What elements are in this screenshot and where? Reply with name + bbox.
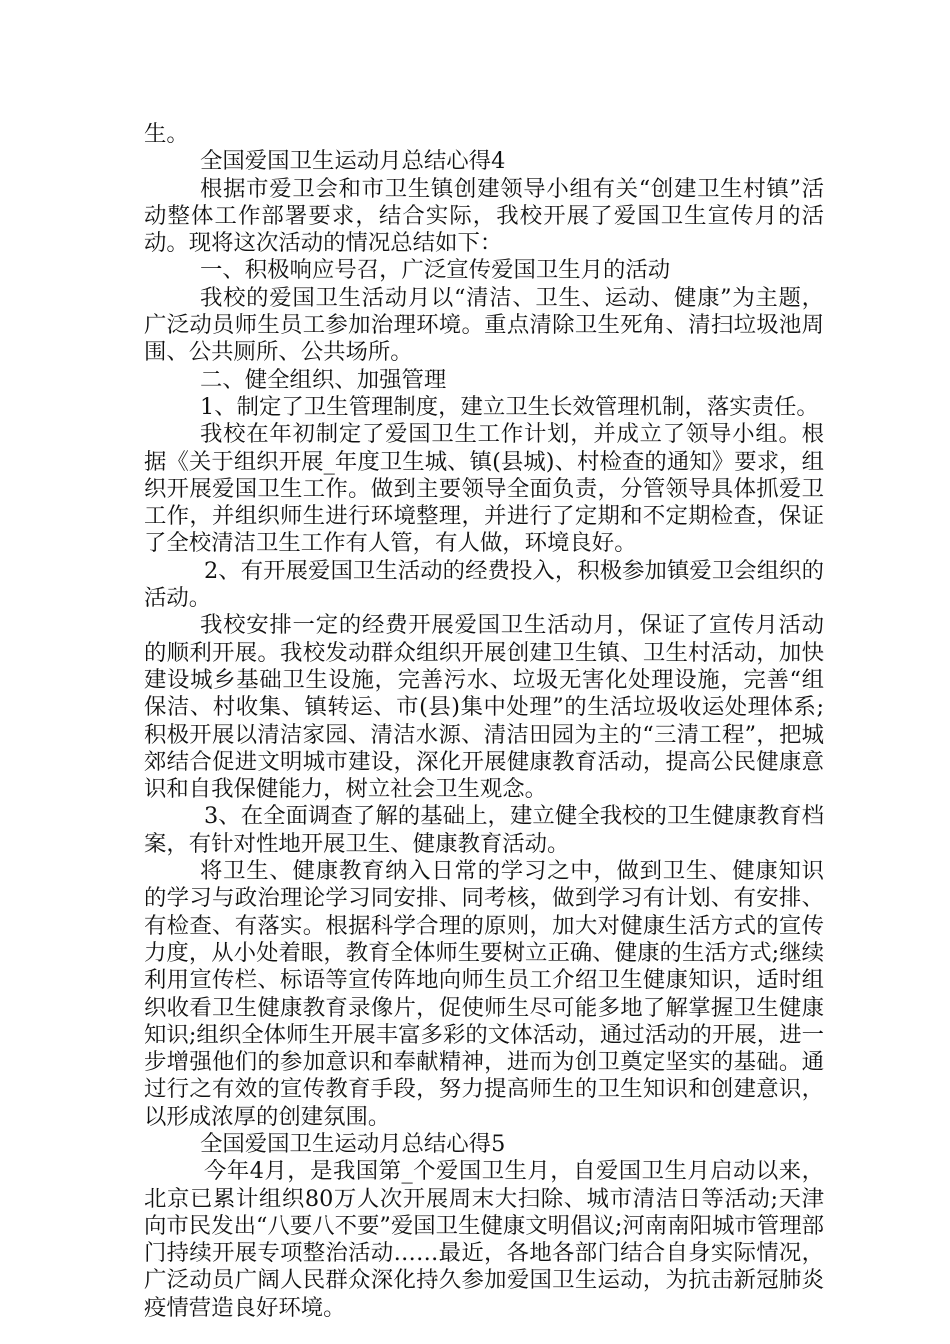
paragraph-theme: 我校的爱国卫生活动月以“清洁、卫生、运动、健康”为主题，广泛动员师生员工参加治理环境。重点清除卫生死角、清扫垃圾池周围、公共厕所、公共场所。 <box>144 284 824 366</box>
item-three: 3、在全面调查了解的基础上，建立健全我校的卫生健康教育档案，有针对性地开展卫生、健康教育活动。 <box>144 803 824 857</box>
section-title-4: 全国爱国卫生运动月总结心得4 <box>200 148 506 175</box>
heading-two: 二、健全组织、加强管理 <box>200 366 447 393</box>
section-title-5: 全国爱国卫生运动月总结心得5 <box>200 1130 506 1157</box>
heading-one: 一、积极响应号召，广泛宣传爱国卫生月的活动 <box>200 257 671 284</box>
paragraph-intro: 根据市爱卫会和市卫生镇创建领导小组有关“创建卫生村镇”活动整体工作部署要求，结合实际，我校开展了爱国卫生宣传月的活动。现将这次活动的情况总结如下： <box>144 175 824 257</box>
document-page <box>144 121 824 1322</box>
item-one: 1、制定了卫生管理制度，建立卫生长效管理机制，落实责任。 <box>200 393 819 420</box>
paragraph-funding: 我校安排一定的经费开展爱国卫生活动月，保证了宣传月活动的顺利开展。我校发动群众组织开展创建卫生镇、卫生村活动，加快建设城乡基础卫生设施，完善污水、垃圾无害化处理设施，完善“组保洁、村收集、镇转运、市(县)集中处理”的生活垃圾收运处理体系;积极开展以清洁家园、清洁水源、清洁田园为主的“三清工程”，把城郊结合促进文明城市建设，深化开展健康教育活动，提高公民健康意识和自我保健能力，树立社会卫生观念。 <box>144 612 824 803</box>
paragraph-continuation: 生。 <box>144 121 189 147</box>
paragraph-education: 将卫生、健康教育纳入日常的学习之中，做到卫生、健康知识的学习与政治理论学习同安排、同考核，做到学习有计划、有安排、有检查、有落实。根据科学合理的原则，加大对健康生活方式的宣传力度，从小处着眼，教育全体师生要树立正确、健康的生活方式;继续利用宣传栏、标语等宣传阵地向师生员工介绍卫生健康知识，适时组织收看卫生健康教育录像片，促使师生尽可能多地了解掌握卫生健康知识;组织全体师生开展丰富多彩的文体活动，通过活动的开展，进一步增强他们的参加意识和奉献精神，进而为创卫奠定坚实的基础。通过行之有效的宣传教育手段，努力提高师生的卫生知识和创建意识，以形成浓厚的创建氛围。 <box>144 858 824 1130</box>
paragraph-plan: 我校在年初制定了爱国卫生工作计划，并成立了领导小组。根据《关于组织开展_年度卫生城、镇(县城)、村检查的通知》要求，组织开展爱国卫生工作。做到主要领导全面负责，分管领导具体抓爱卫工作，并组织师生进行环境整理，并进行了定期和不定期检查，保证了全校清洁卫生工作有人管，有人做，环境良好。 <box>144 421 824 557</box>
item-two: 2、有开展爱国卫生活动的经费投入，积极参加镇爱卫会组织的活动。 <box>144 557 824 612</box>
paragraph-april: 今年4月，是我国第_个爱国卫生月，自爱国卫生月启动以来，北京已累计组织80万人次开展周末大扫除、城市清洁日等活动;天津向市民发出“八要八不要”爱国卫生健康文明倡议;河南南阳城市管理部门持续开展专项整治活动……最近，各地各部门结合自身实际情况，广泛动员广阔人民群众深化持久参加爱国卫生运动，为抗击新冠肺炎疫情营造良好环境。 <box>144 1158 824 1321</box>
